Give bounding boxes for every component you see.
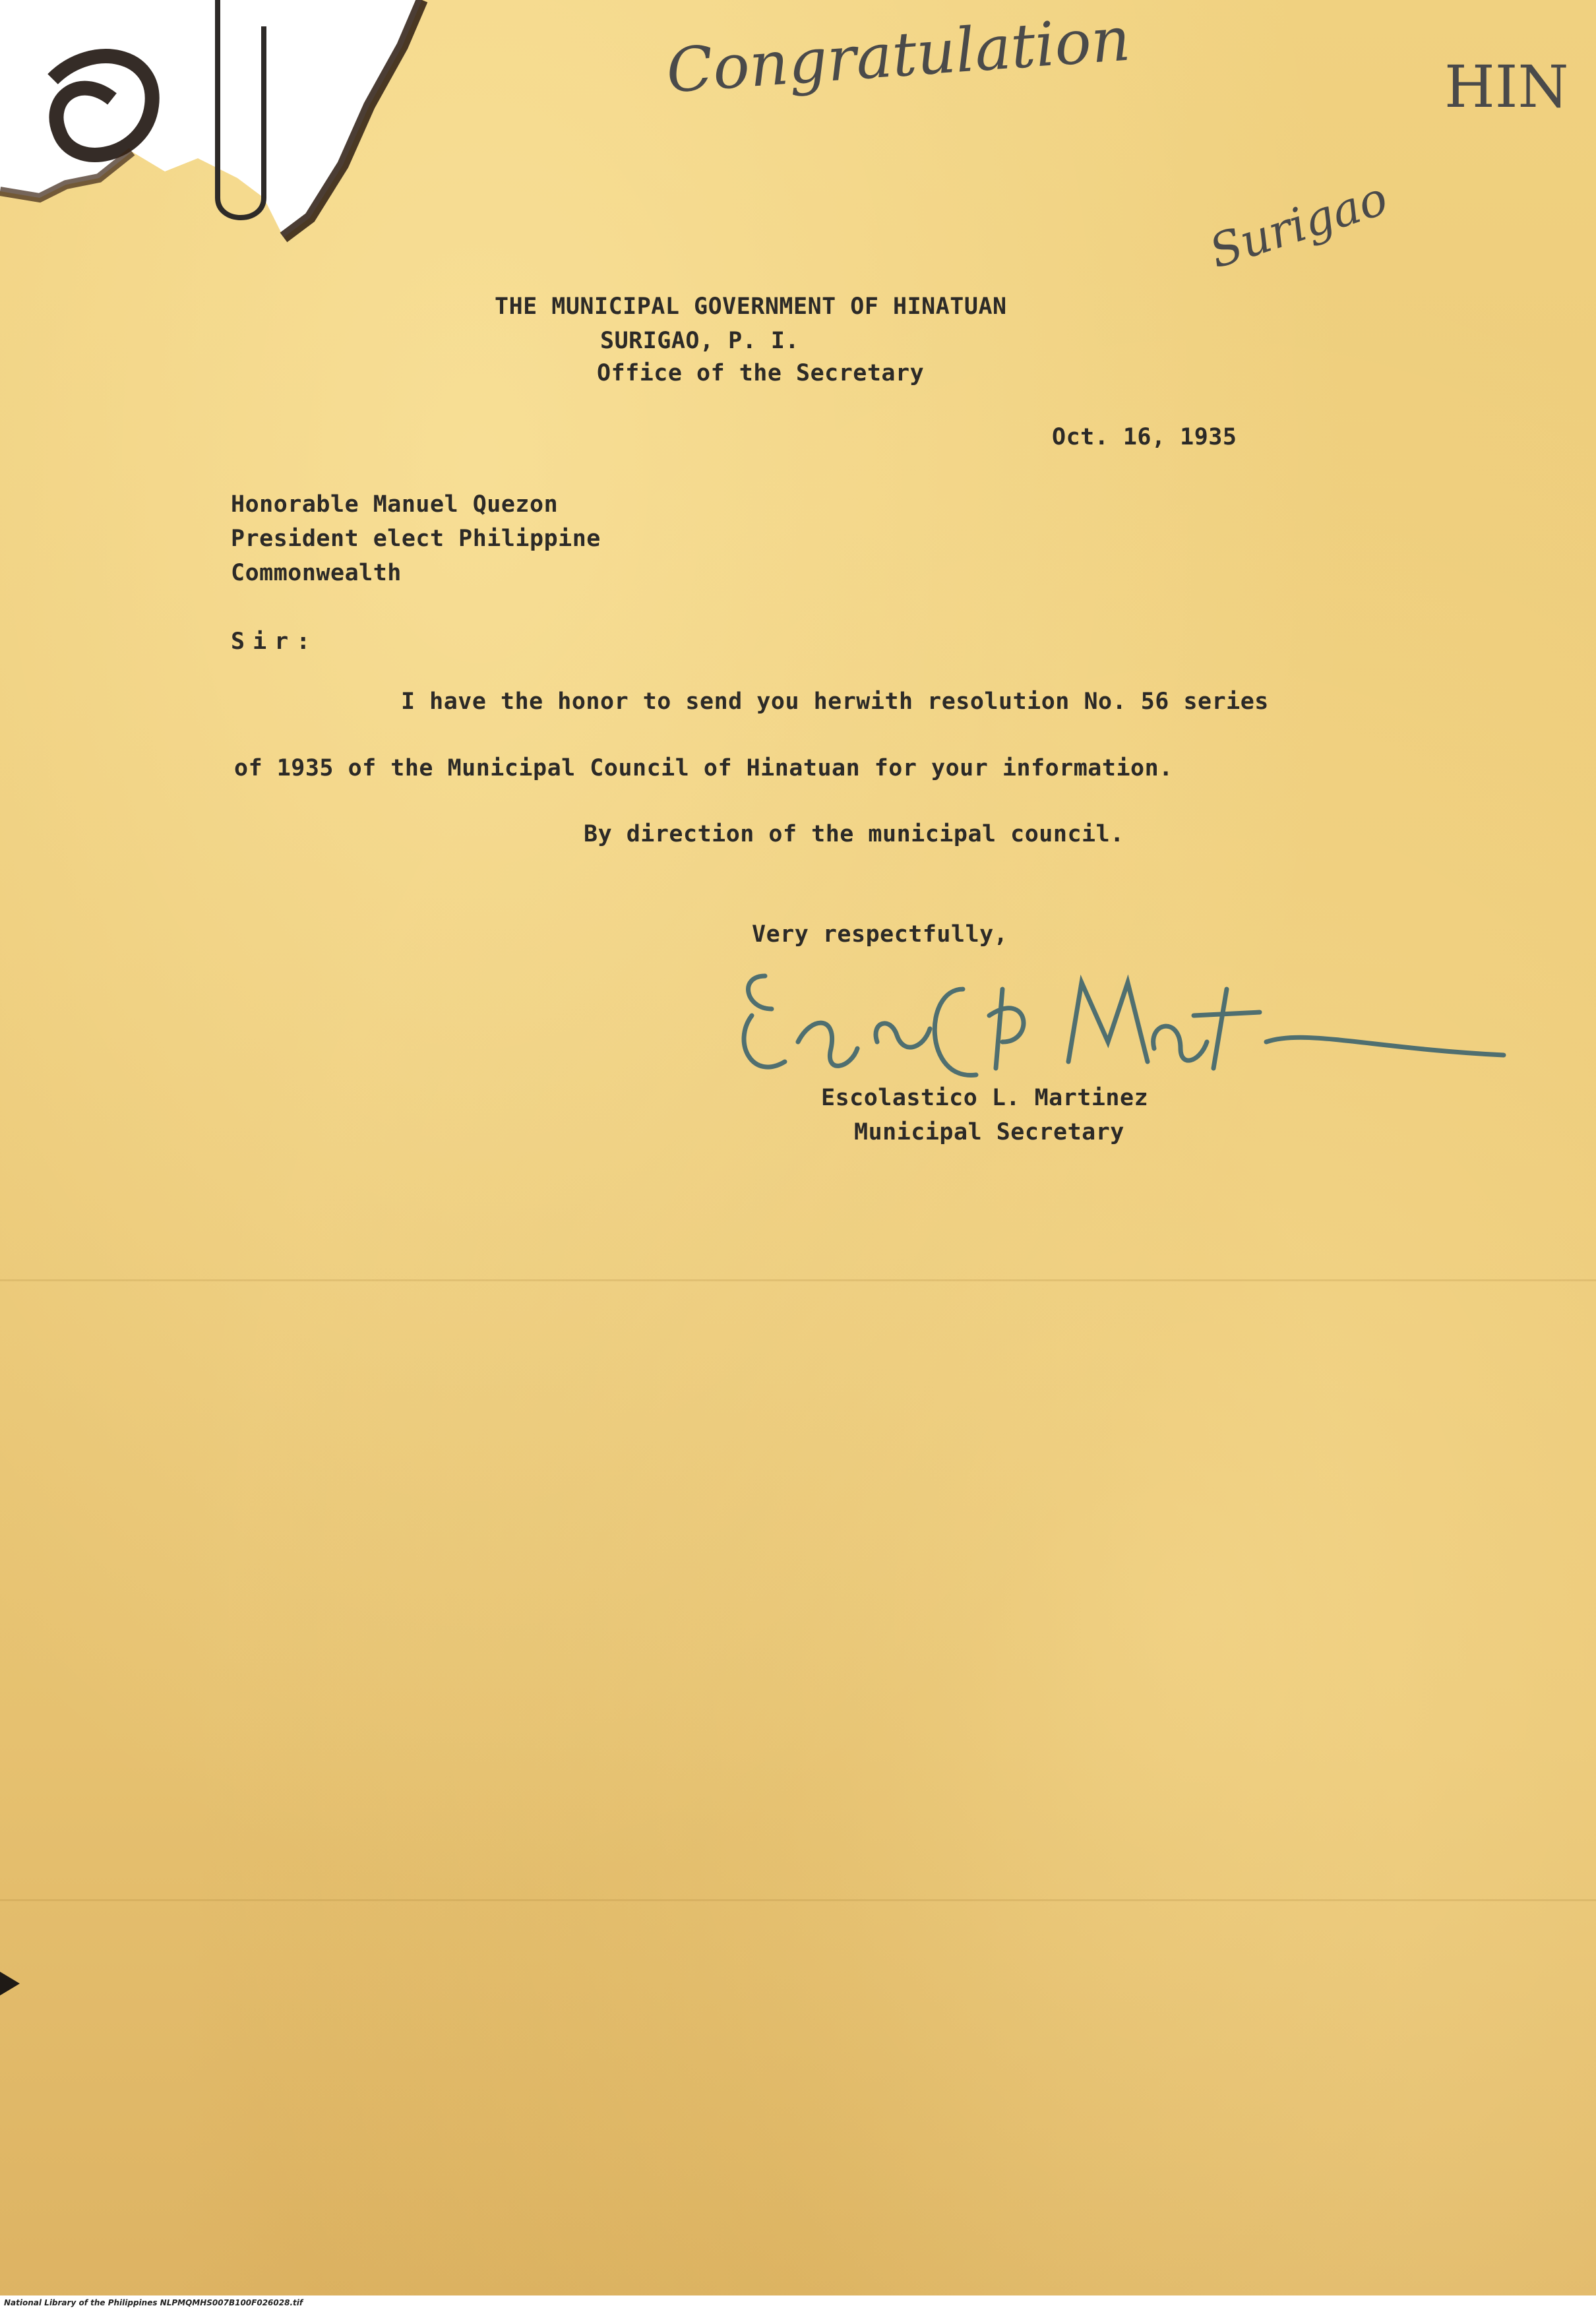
body-line-1: I have the honor to send you herwith resolution No. 56 series [401, 688, 1269, 715]
letter-date: Oct. 16, 1935 [1052, 424, 1237, 450]
archive-footer: National Library of the Philippines NLPMQMHS007B100F026028.tif [0, 2295, 1596, 2310]
pencil-note-congratulation: Congratulation [664, 3, 1133, 107]
recipient-title: President elect Philippine [231, 526, 601, 552]
handwritten-signature [725, 950, 1517, 1108]
paper-fold-line [0, 1899, 1596, 1901]
signer-title: Municipal Secretary [854, 1119, 1124, 1145]
pencil-note-surigao: Surigao [1203, 171, 1394, 279]
letterhead-location: SURIGAO, P. I. [600, 328, 800, 354]
recipient-title-cont: Commonwealth [231, 560, 402, 586]
paper-fold-line [0, 1279, 1596, 1281]
body-line-3: By direction of the municipal council. [584, 821, 1124, 847]
body-line-2: of 1935 of the Municipal Council of Hinatuan for your information. [234, 755, 1173, 781]
letterhead-office: Office of the Secretary [597, 360, 925, 386]
signer-name: Escolastico L. Martinez [821, 1085, 1149, 1111]
salutation: Sir: [231, 628, 319, 655]
closing: Very respectfully, [752, 921, 1008, 948]
paper-clip-icon [191, 0, 290, 237]
recipient-name: Honorable Manuel Quezon [231, 491, 559, 518]
pencil-note-code: HIN [1444, 53, 1569, 121]
margin-mark [0, 1965, 26, 2005]
letterhead-title: THE MUNICIPAL GOVERNMENT OF HINATUAN [495, 293, 1007, 320]
